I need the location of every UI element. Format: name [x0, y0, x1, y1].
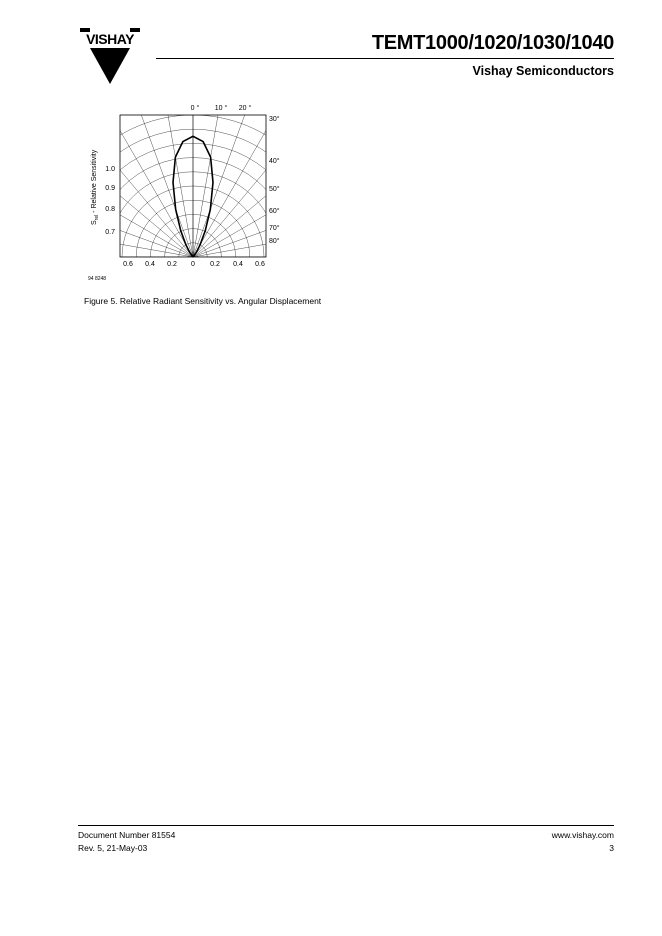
grid-circle [84, 143, 284, 285]
grid-spoke [144, 100, 193, 257]
grid-spoke [190, 100, 284, 257]
angle-label-30: 30° [269, 116, 280, 123]
angle-label-0: 0 ° [190, 105, 200, 112]
angle-label-80: 80° [269, 238, 280, 245]
y-axis-label [91, 149, 100, 225]
radius-label-0-9: 0.9 [105, 185, 115, 192]
x-tick-label: 0.4 [145, 261, 155, 268]
radius-label-0-8: 0.8 [105, 206, 115, 213]
angle-label-40: 40° [269, 158, 280, 165]
page-number: 3 [609, 842, 614, 853]
logo-text: VISHAY [86, 31, 134, 47]
grid-spoke [84, 100, 193, 257]
footer-right [552, 829, 614, 854]
y-axis-label-sub: rel [94, 214, 100, 221]
x-tick-label: 0.2 [210, 261, 220, 268]
x-tick-label: 0.2 [167, 261, 177, 268]
radius-label-1-0: 1.0 [105, 166, 115, 173]
x-tick-label: 0.4 [233, 261, 243, 268]
revision: Rev. 5, 21-May-03 [78, 842, 148, 853]
grid-spoke [193, 208, 284, 257]
footer-divider [78, 825, 614, 826]
x-tick-label: 0 [191, 261, 195, 268]
angle-label-70: 70° [269, 225, 280, 232]
grid-spoke [84, 160, 193, 257]
x-tick-label: 0.6 [123, 261, 133, 268]
angle-label-10: 10 ° [214, 105, 228, 112]
angle-label-20: 20 ° [238, 105, 252, 112]
grid-spoke [84, 100, 193, 257]
grid-spoke [190, 100, 242, 257]
polar-sensitivity-chart [84, 100, 284, 285]
angle-label-50: 50° [269, 186, 280, 193]
angle-label-60: 60° [269, 208, 280, 215]
radius-label-0-7: 0.7 [105, 229, 115, 236]
document-subtitle: Vishay Semiconductors [472, 64, 614, 78]
document-number: Document Number 81554 [78, 830, 176, 840]
y-axis-label-main: S [91, 220, 98, 225]
figure-code: 94 8248 [88, 276, 107, 282]
y-axis-label-rest: - Relative Sensitivity [91, 149, 98, 215]
website-link[interactable]: www.vishay.com [551, 830, 614, 840]
header-divider [156, 58, 614, 59]
vishay-logo [78, 28, 142, 86]
grid-spoke [84, 115, 193, 257]
x-tick-label: 0.6 [255, 261, 265, 268]
document-title: TEMT1000/1020/1030/1040 [371, 32, 614, 54]
figure-caption: Figure 5. Relative Radiant Sensitivity vs. Angular Displacement [84, 296, 322, 306]
footer-left [78, 829, 175, 854]
grid-spoke [84, 100, 193, 257]
